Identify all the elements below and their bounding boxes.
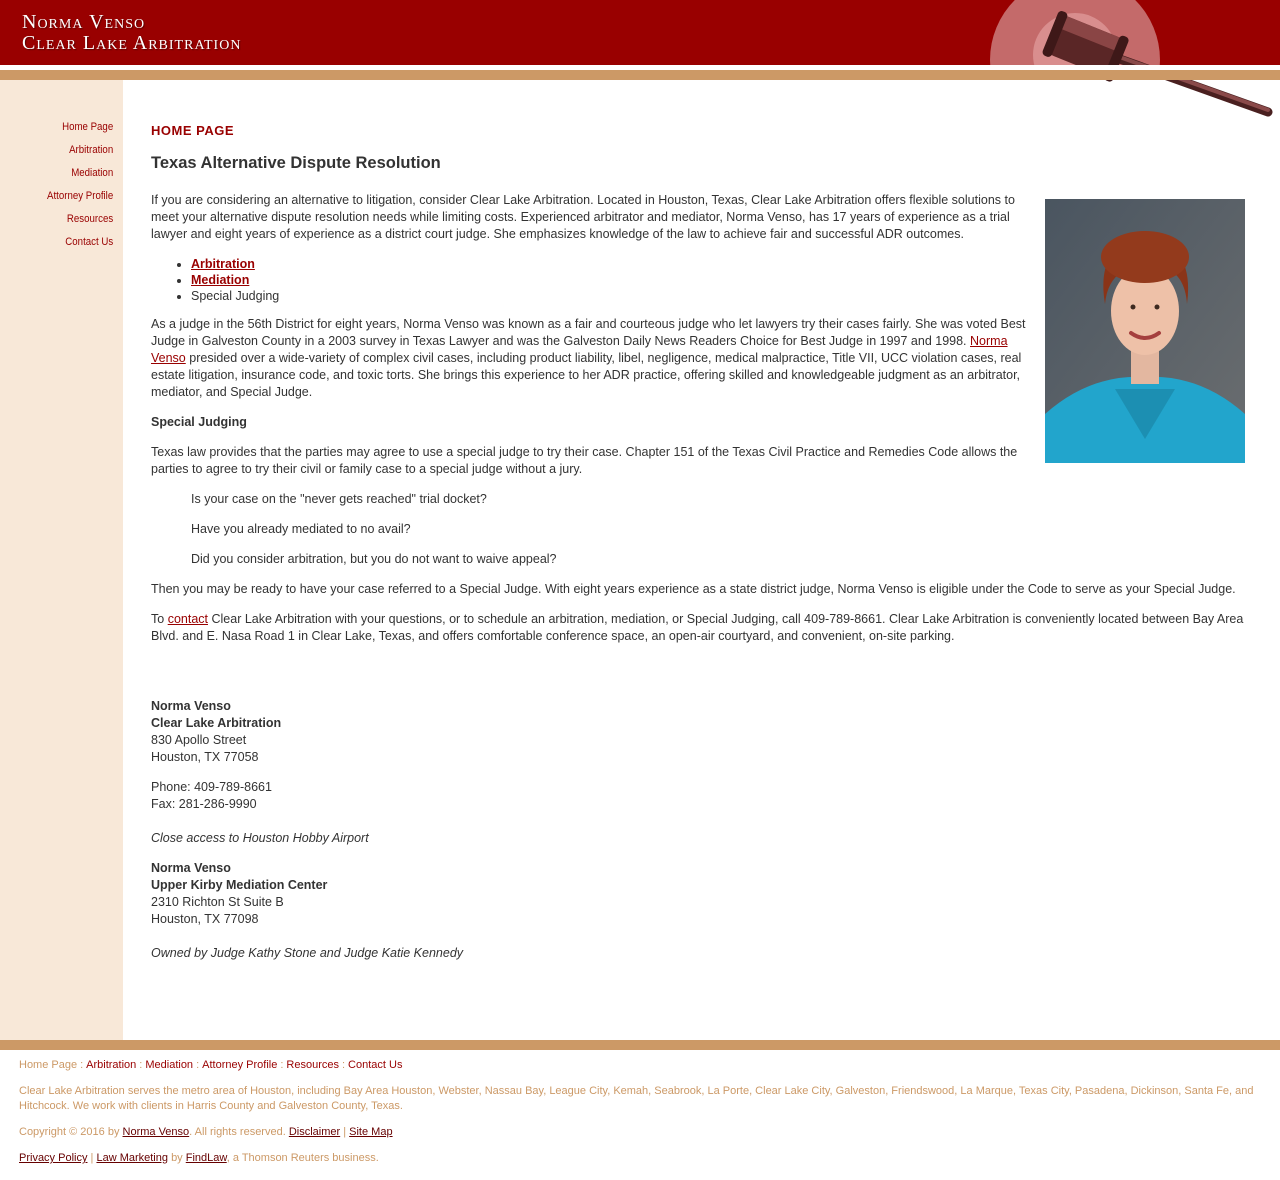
office-name: Norma Venso — [151, 699, 231, 713]
logo-line-firm: Clear Lake Arbitration — [22, 32, 242, 54]
office-phone: Phone: 409-789-8661 — [151, 780, 272, 794]
sidebar-item-home[interactable]: Home Page — [61, 121, 113, 133]
norma-venso-link[interactable]: Norma Venso — [151, 334, 1008, 365]
footer-nav: Home Page : Arbitration : Mediation : Attorney Profile : Resources : Contact Us — [19, 1059, 403, 1071]
footer-stripe — [0, 1040, 1280, 1050]
special-judging-heading: Special Judging — [151, 415, 247, 429]
contact-paragraph — [151, 611, 1251, 645]
footer-nav-arbitration[interactable]: Arbitration — [86, 1059, 137, 1071]
footer-nav-home[interactable]: Home Page — [19, 1059, 78, 1071]
header-stripe — [0, 70, 1280, 80]
footer-nav-mediation[interactable]: Mediation — [145, 1059, 194, 1071]
office-owner-note: Owned by Judge Kathy Stone and Judge Katie Kennedy — [151, 946, 464, 960]
footer-service-area: Clear Lake Arbitration serves the metro area of Houston, including Bay Area Houston, Webster, Nassau Bay, League City, Kemah, Seabrook, La Porte, Clear Lake City, Galveston, Friendswood, La Marque, Texas City, Pasadena, Dickinson, Santa Fe, and Hitchcock. We work with clients in Harris County and Galveston County, Texas. — [19, 1085, 1254, 1112]
office-note: Close access to Houston Hobby Airport — [151, 831, 369, 845]
office-street: 2310 Richton St Suite B — [151, 895, 284, 909]
footer-nav-resources[interactable]: Resources — [286, 1059, 339, 1071]
page-kicker: HOME PAGE — [151, 123, 234, 138]
office-name: Norma Venso — [151, 861, 231, 875]
footer-disclaimer-link[interactable]: Disclaimer — [288, 1126, 341, 1138]
judge-paragraph — [151, 316, 1036, 401]
sidebar-item-resources[interactable]: Resources — [66, 213, 113, 225]
attorney-photo — [1045, 199, 1245, 463]
footer-law-marketing-link[interactable]: Law Marketing — [96, 1152, 168, 1164]
page-title: Texas Alternative Dispute Resolution — [151, 154, 441, 172]
office-firm: Clear Lake Arbitration — [151, 716, 282, 730]
sidebar-item-contact-us[interactable]: Contact Us — [65, 236, 113, 248]
office-city: Houston, TX 77098 — [151, 912, 259, 926]
sidebar-item-arbitration[interactable]: Arbitration — [68, 144, 113, 156]
office-city: Houston, TX 77058 — [151, 750, 259, 764]
contact-post-text: Clear Lake Arbitration with your questions, or to schedule an arbitration, mediation, or Special Judging, call 409-789-8661. Clear Lake Arbitration is conveniently located between Bay Area Blvd. and E. Nasa Road 1 in Clear Lake, Texas, and offers comfortable conference space, an open-air courtyard, and convenient, on-site parking. — [151, 612, 1244, 643]
mediation-link[interactable]: Mediation — [191, 273, 250, 287]
footer-legal: Privacy Policy | Law Marketing by FindLaw, a Thomson Reuters business. — [19, 1152, 379, 1164]
arbitration-link[interactable]: Arbitration — [191, 257, 255, 271]
office-address-upper-kirby — [151, 860, 1251, 928]
sidebar — [0, 80, 123, 1040]
judge-paragraph-end: presided over a wide-variety of complex civil cases, including product liability, libel, negligence, medical malpractice, Title VII, UCC violation cases, real estate litigation, insurance code, and toxic torts. She brings this experience to her ADR practice, offering skilled and knowledgeable judgment as an arbitrator, mediator, and Special Judge. — [151, 351, 1022, 399]
office-street: 830 Apollo Street — [151, 733, 247, 747]
intro-paragraph: If you are considering an alternative to litigation, consider Clear Lake Arbitration. Located in Houston, Texas, Clear Lake Arbitration offers flexible solutions to meet your alternative dispute resolution needs while limiting costs. Experienced arbitrator and mediator, Norma Venso, has 17 years of experience as a trial lawyer and eight years of experience as a district court judge. She emphasizes knowledge of the law to achieve fair and successful ADR outcomes. — [151, 193, 1015, 241]
sidebar-nav — [38, 120, 113, 258]
office-address-clear-lake — [151, 698, 1251, 766]
question-arbitration: Did you consider arbitration, but you do not want to waive appeal? — [191, 552, 557, 566]
footer-findlaw-link[interactable]: FindLaw — [185, 1152, 227, 1164]
office-fax: Fax: 281-286-9990 — [151, 797, 257, 811]
question-docket: Is your case on the "never gets reached" trial docket? — [191, 492, 487, 506]
judge-paragraph-start: As a judge in the 56th District for eight years, Norma Venso was known as a fair and courteous judge who let lawyers try their cases fairly. She was voted Best Judge in Galveston County in a 2003 survey in Texas Lawyer and was the Galveston Daily News Readers Choice for Best Judge in 1997 and 1998. — [151, 317, 1026, 348]
logo-line-name: Norma Venso — [22, 11, 146, 33]
footer-sitemap-link[interactable]: Site Map — [349, 1126, 393, 1138]
office-firm: Upper Kirby Mediation Center — [151, 878, 328, 892]
sidebar-item-attorney-profile[interactable]: Attorney Profile — [46, 190, 113, 202]
contact-link[interactable]: contact — [167, 612, 208, 626]
footer-norma-venso-link[interactable]: Norma Venso — [122, 1126, 190, 1138]
sidebar-item-mediation[interactable]: Mediation — [71, 167, 113, 179]
footer-privacy-link[interactable]: Privacy Policy — [19, 1152, 88, 1164]
site-footer — [19, 1058, 1264, 1177]
footer-copyright: Copyright © 2016 by Norma Venso. All rights reserved. Disclaimer | Site Map — [19, 1126, 393, 1138]
special-judging-paragraph: Texas law provides that the parties may agree to use a special judge to try their case. Chapter 151 of the Texas Civil Practice and Remedies Code allows the parties to agree to try their civil or family case to a special judge without a jury. — [151, 445, 1018, 476]
site-logo[interactable] — [22, 12, 241, 54]
special-judging-label: Special Judging — [191, 289, 280, 303]
footer-nav-attorney-profile[interactable]: Attorney Profile — [202, 1059, 278, 1071]
main-content — [151, 120, 1251, 962]
question-mediated: Have you already mediated to no avail? — [191, 522, 411, 536]
office-phone-block — [151, 779, 1251, 813]
contact-pre-text: To — [151, 612, 165, 626]
footer-nav-contact-us[interactable]: Contact Us — [348, 1059, 403, 1071]
special-judge-paragraph: Then you may be ready to have your case referred to a Special Judge. With eight years experience as a state district judge, Norma Venso is eligible under the Code to serve as your Special Judge. — [151, 582, 1236, 596]
